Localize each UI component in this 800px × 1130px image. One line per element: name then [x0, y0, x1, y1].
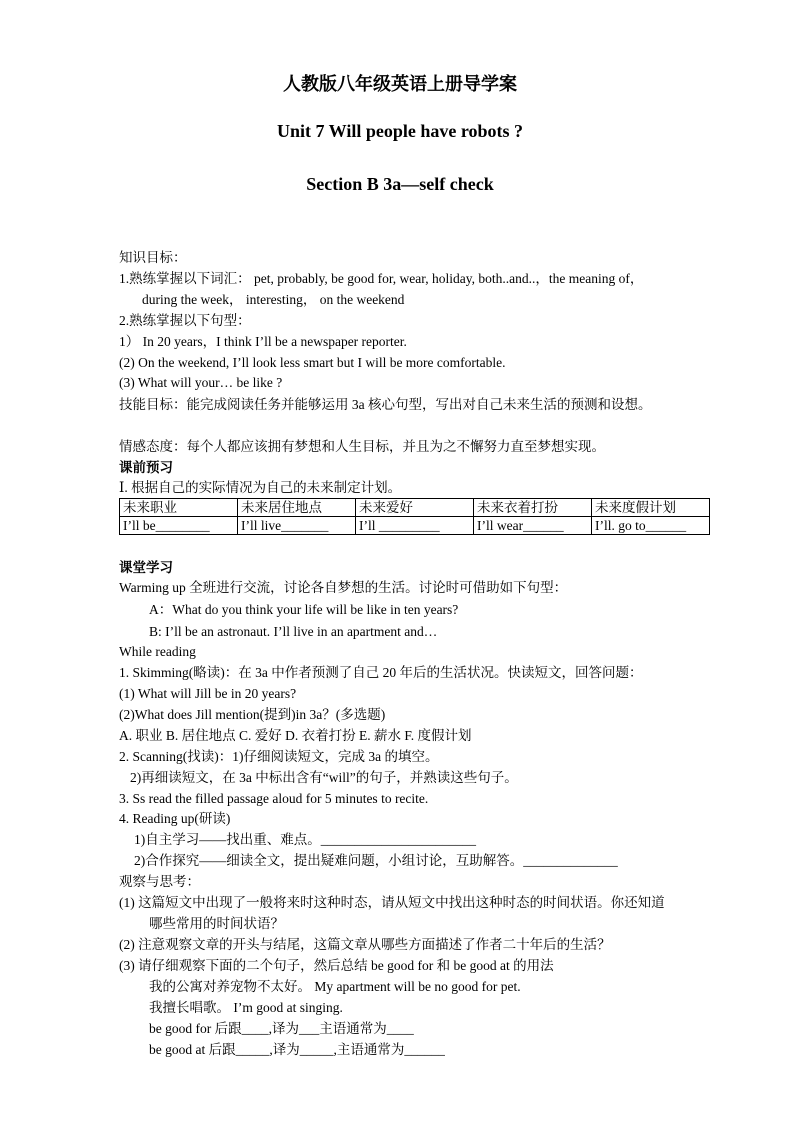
skill-goal: 技能目标：能完成阅读任务并能够运用 3a 核心句型，写出对自己未来生活的预测和设想。	[119, 397, 652, 412]
question-1: (1) What will Jill be in 20 years?	[119, 686, 297, 701]
cooperative-study: 2)合作探究——细读全文，提出疑难问题，小组讨论，互助解答。______________	[134, 853, 618, 868]
preview-heading: 课前预习	[119, 460, 173, 475]
scanning-task: 2. Scanning(找读)：1)仔细阅读短文，完成 3a 的填空。	[119, 749, 439, 764]
example-2: 我擅长唱歌。 I’m good at singing.	[149, 1000, 343, 1015]
self-study: 1)自主学习——找出重、难点。_______________________	[134, 832, 476, 847]
emotion-goal: 情感态度：每个人都应该拥有梦想和人生目标，并且为之不懈努力直至梦想实现。	[119, 439, 605, 454]
think-q2: (2) 注意观察文章的开头与结尾，这篇文章从哪些方面描述了作者二十年后的生活？	[119, 937, 611, 952]
dialogue-b: B: I’ll be an astronaut. I’ll live in an apartment and…	[149, 624, 438, 639]
table-header-cell: 未来爱好	[356, 499, 474, 517]
sentence-2: (2) On the weekend, I’ll look less smart but I will be more comfortable.	[119, 355, 506, 370]
table-cell: I’ll live_______	[238, 517, 356, 535]
think-q1-cont: 哪些常用的时间状语？	[149, 916, 284, 931]
options: A. 职业 B. 居住地点 C. 爱好 D. 衣着打扮 E. 薪水 F. 度假计划	[119, 728, 472, 743]
think-q1: (1) 这篇短文中出现了一般将来时这种时态，请从短文中找出这种时态的时间状语。你还知道	[119, 895, 665, 910]
dialogue-a: A：What do you think your life will be like in ten years?	[149, 602, 459, 617]
warming-up: Warming up 全班进行交流，讨论各自梦想的生活。讨论时可借助如下句型：	[119, 580, 568, 595]
vocab-goal: 1.熟练掌握以下词汇： pet, probably, be good for, wear, holiday, both..and..，the meaning of，	[119, 271, 644, 286]
doc-main-title: 人教版八年级英语上册导学案	[283, 74, 517, 95]
scanning-task-2: 2)再细读短文，在 3a 中标出含有“will”的句子，并熟读这些句子。	[130, 770, 518, 785]
table-cell: I’ll _________	[356, 517, 474, 535]
think-q3: (3) 请仔细观察下面的二个句子，然后总结 be good for 和 be good at 的用法	[119, 958, 554, 973]
section-title: Section B 3a—self check	[306, 174, 494, 194]
table-header-cell: 未来居住地点	[238, 499, 356, 517]
while-reading: While reading	[119, 644, 196, 659]
sentence-1: 1） In 20 years，I think I’ll be a newspaper reporter.	[119, 334, 407, 349]
observe-think-heading: 观察与思考：	[119, 874, 200, 889]
preview-instruction: Ⅰ. 根据自己的实际情况为自己的未来制定计划。	[119, 480, 402, 495]
table-header-cell: 未来衣着打扮	[474, 499, 592, 517]
example-1: 我的公寓对养宠物不太好。 My apartment will be no good for pet.	[149, 979, 521, 994]
table-header-row	[120, 499, 710, 517]
be-good-for-blank: be good for 后跟____,译为___主语通常为____	[149, 1021, 414, 1036]
classroom-heading: 课堂学习	[119, 560, 173, 575]
table-cell: I’ll be________	[120, 517, 238, 535]
table-header-cell: 未来度假计划	[592, 499, 710, 517]
future-plan-table	[119, 498, 710, 535]
unit-title: Unit 7 Will people have robots ?	[276, 121, 524, 141]
vocab-goal-cont: during the week， interesting， on the weekend	[142, 292, 405, 307]
knowledge-goal-heading: 知识目标：	[119, 250, 187, 265]
sentence-goal: 2.熟练掌握以下句型：	[119, 313, 251, 328]
table-header-cell: 未来职业	[120, 499, 238, 517]
read-aloud-task: 3. Ss read the filled passage aloud for 5 minutes to recite.	[119, 791, 429, 806]
skimming-task: 1. Skimming(略读)：在 3a 中作者预测了自己 20 年后的生活状况。快读短文，回答问题：	[119, 665, 643, 680]
table-cell: I’ll. go to______	[592, 517, 710, 535]
question-2: (2)What does Jill mention(提到)in 3a？(多选题)	[119, 707, 386, 722]
table-cell: I’ll wear______	[474, 517, 592, 535]
reading-up: 4. Reading up(研读)	[119, 811, 231, 826]
table-row	[120, 517, 710, 535]
sentence-3: (3) What will your… be like ?	[119, 375, 283, 390]
be-good-at-blank: be good at 后跟_____,译为_____,主语通常为______	[149, 1042, 445, 1057]
